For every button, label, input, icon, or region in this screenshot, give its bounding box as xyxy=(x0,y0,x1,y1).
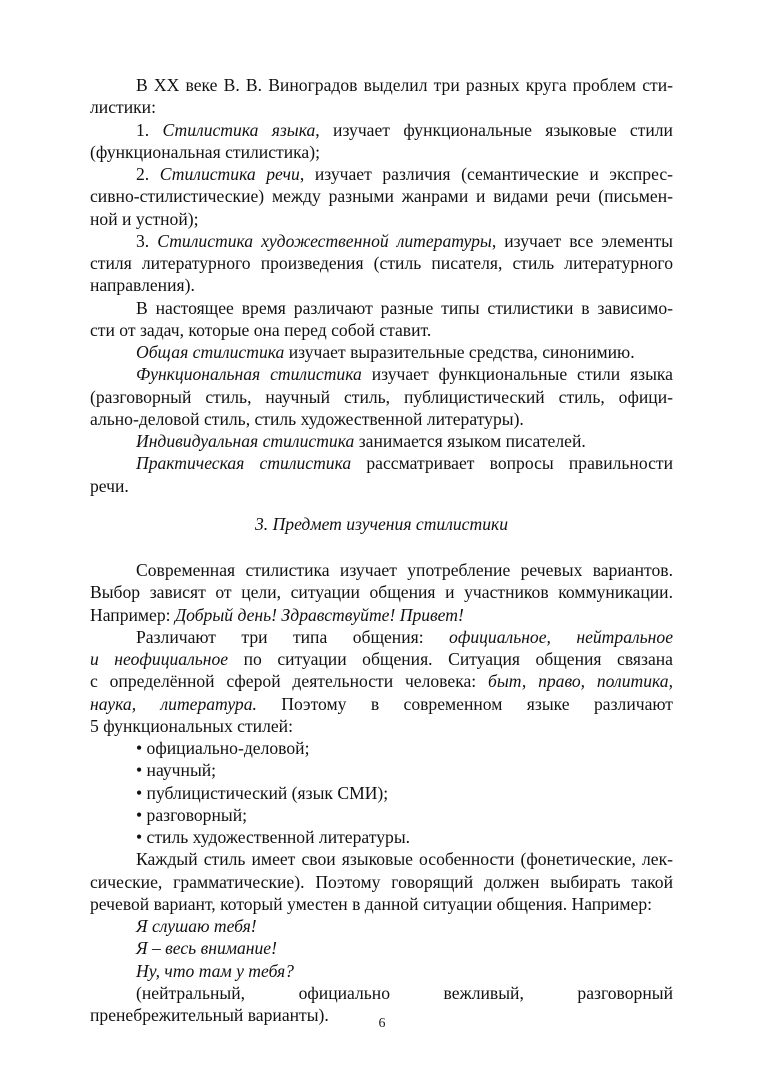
subject-paragraph xyxy=(90,559,673,626)
text-line: 1. Стилистика языка, изучает функциональные языковые стили xyxy=(136,119,673,140)
text-line: речевой вариант, который уместен в данной ситуации общения. Например: xyxy=(90,893,653,914)
text-line: Индивидуальная стилистика занимается языком писателей. xyxy=(136,431,586,451)
text-line: сические, грамматические). Поэтому говорящий должен выбирать такой xyxy=(90,871,673,892)
term: Функциональная стилистика xyxy=(136,364,362,385)
page-number: 6 xyxy=(378,1016,386,1031)
text-line: 3. Стилистика художественной литературы, изучает все элементы xyxy=(136,230,673,251)
text-line: ной и устной); xyxy=(90,208,199,229)
text-line: Общая стилистика изучает выразительные средства, синонимию. xyxy=(136,342,635,362)
text-line: Различают три типа общения: официальное, нейтральное xyxy=(136,626,673,647)
text-line: Функциональная стилистика изучает функциональные стили языка xyxy=(136,364,673,385)
text-line: и неофициальное по ситуации общения. Ситуация общения связана xyxy=(90,649,673,669)
text-line: В настоящее время различают разные типы стилистики в зависимо- xyxy=(136,297,673,318)
communication-paragraph xyxy=(90,626,673,737)
list-item: • разговорный; xyxy=(136,804,248,825)
term: Практическая стилистика xyxy=(136,453,352,474)
text-line: ально-деловой стиль, стиль художественной литературы). xyxy=(90,408,524,429)
type-functional xyxy=(90,363,673,430)
text-line: (разговорный стиль, научный стиль, публицистический стиль, офици- xyxy=(90,386,673,407)
list-item: • научный; xyxy=(136,760,217,781)
text-line: сти от задач, которые она перед собой ставит. xyxy=(90,319,432,340)
list-item: • публицистический (язык СМИ); xyxy=(136,782,389,803)
text-line: Каждый стиль имеет свои языковые особенности (фонетические, лек- xyxy=(136,849,673,870)
type-general xyxy=(90,341,673,363)
text-line: речи. xyxy=(90,475,129,496)
example-phrase: Ну, что там у тебя? xyxy=(136,960,294,981)
text-line: сивно-стилистические) между разными жанрами и видами речи (письмен- xyxy=(90,186,673,207)
features-paragraph xyxy=(90,848,673,915)
text-line: направления). xyxy=(90,275,195,296)
text-line: Выбор зависят от цели, ситуации общения и участников коммуникации. xyxy=(90,582,673,603)
examples-list xyxy=(90,915,673,982)
example-phrase: Я слушаю тебя! xyxy=(136,916,257,936)
intro-paragraph xyxy=(90,74,673,119)
text-line: 5 функциональных стилей: xyxy=(90,715,293,736)
section-heading: 3. Предмет изучения стилистики xyxy=(254,513,509,534)
text-line: Современная стилистика изучает употребление речевых вариантов. xyxy=(136,560,673,580)
text-line: стиля литературного произведения (стиль писателя, стиль литературного xyxy=(90,253,673,273)
text-line: В XX веке В. В. Виноградов выделил три разных круга проблем сти- xyxy=(136,75,673,95)
list-item: • стиль художественной литературы. xyxy=(136,827,411,847)
example-greetings: Добрый день! Здравствуйте! Привет! xyxy=(174,604,464,625)
type-individual xyxy=(90,430,673,452)
stylistics-circle-3 xyxy=(90,230,673,297)
example-phrase: Я – весь внимание! xyxy=(136,938,277,959)
document-page xyxy=(90,74,673,1026)
term: Индивидуальная стилистика xyxy=(136,431,355,451)
text-line: (функциональная стилистика); xyxy=(90,141,320,162)
spacer xyxy=(90,535,673,559)
text-line: с определённой сферой деятельности человека: быт, право, политика, xyxy=(90,671,673,692)
text-line: Например: Добрый день! Здравствуйте! Привет! xyxy=(90,604,464,625)
term: Стилистика языка xyxy=(162,119,316,140)
text-line: Практическая стилистика рассматривает вопросы правильности xyxy=(136,453,673,474)
list-item: • официально-деловой; xyxy=(136,738,310,758)
spacer xyxy=(90,497,673,513)
text-line: пренебрежительный варианты). xyxy=(90,1005,329,1025)
styles-list xyxy=(90,737,673,848)
stylistics-circle-1 xyxy=(90,119,673,164)
text-line: наука, литература. Поэтому в современном языке различают xyxy=(90,693,673,714)
term: Стилистика художественной литературы xyxy=(157,230,492,251)
term: Стилистика речи xyxy=(159,164,300,184)
type-practical xyxy=(90,452,673,497)
types-intro-paragraph xyxy=(90,297,673,342)
term: Общая стилистика xyxy=(136,342,285,362)
text-line: (нейтральный, официально вежливый, разговорный xyxy=(136,982,673,1003)
text-line: 2. Стилистика речи, изучает различия (семантические и экспрес- xyxy=(136,164,674,184)
text-line: листики: xyxy=(90,97,156,118)
stylistics-circle-2 xyxy=(90,163,673,230)
